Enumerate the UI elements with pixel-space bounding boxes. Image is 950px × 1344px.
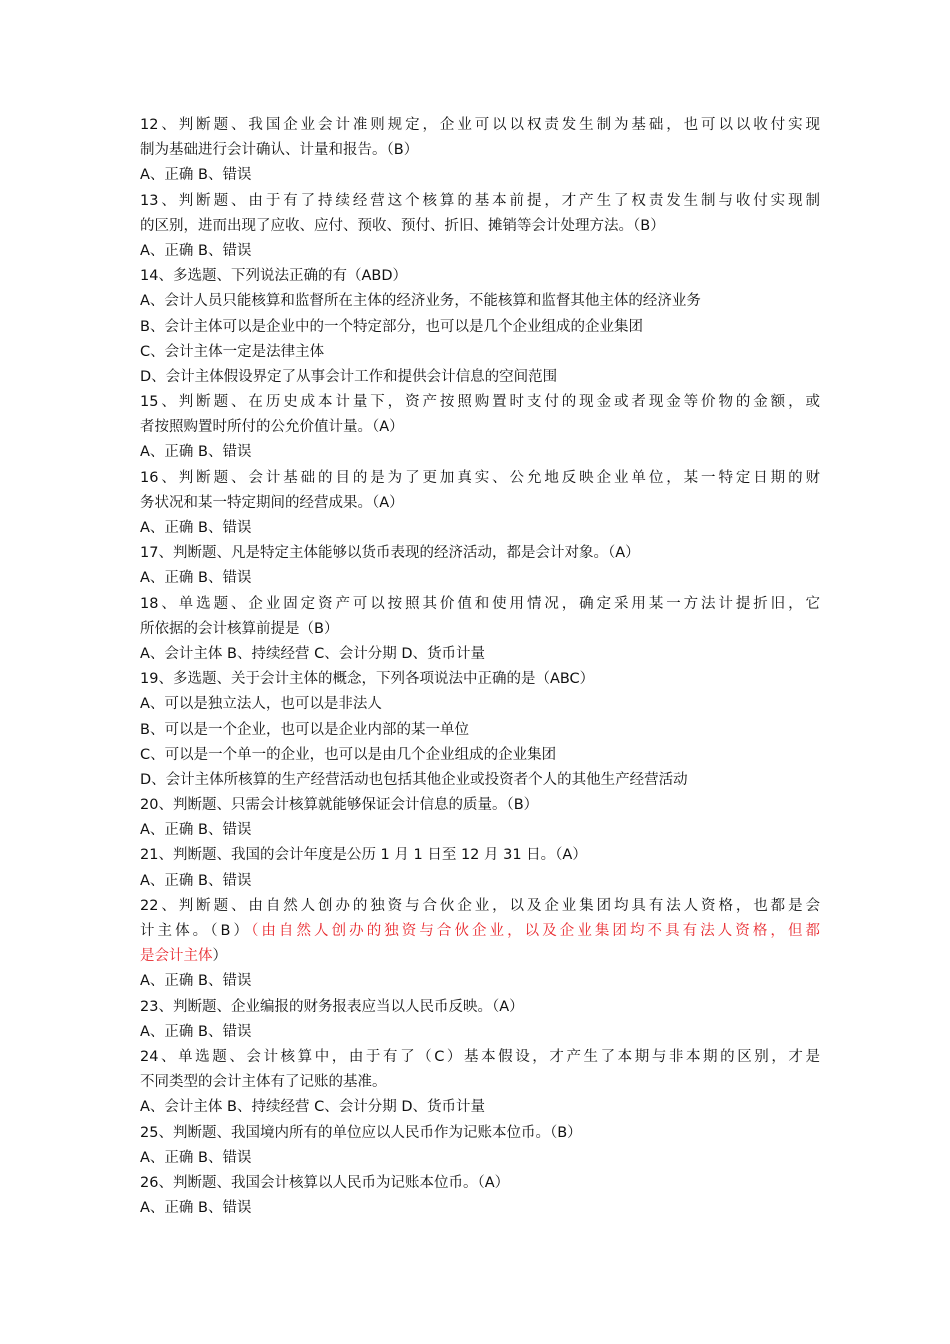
text-line xyxy=(140,995,820,1020)
line-text: A、正确 B、错误 xyxy=(140,1149,252,1166)
text-line xyxy=(140,491,820,516)
text-line xyxy=(140,566,820,591)
line-text: B、可以是一个企业，也可以是企业内部的某一单位 xyxy=(140,721,469,738)
line-text: D、会计主体假设界定了从事会计工作和提供会计信息的空间范围 xyxy=(140,368,558,385)
text-line xyxy=(140,516,820,541)
text-line xyxy=(140,390,820,415)
text-line xyxy=(140,340,820,365)
line-text: A、会计主体 B、持续经营 C、会计分期 D、货币计量 xyxy=(140,1099,485,1116)
text-line xyxy=(140,1171,820,1196)
line-text: A、正确 B、错误 xyxy=(140,1023,252,1040)
line-text: 者按照购置时所付的公允价值计量。（A） xyxy=(140,419,404,436)
text-line xyxy=(140,239,820,264)
line-text: A、正确 B、错误 xyxy=(140,570,252,587)
annotation-text: 是会计主体 xyxy=(140,948,213,965)
text-line xyxy=(140,466,820,491)
text-line xyxy=(140,642,820,667)
text-line xyxy=(140,1146,820,1171)
line-text: 24、单选题、会计核算中，由于有了（C）基本假设，才产生了本期与非本期的区别，才是 xyxy=(140,1048,820,1065)
line-text: 16、判断题、会计基础的目的是为了更加真实、公允地反映企业单位，某一特定日期的财 xyxy=(140,469,820,486)
line-text: C、可以是一个单一的企业，也可以是由几个企业组成的企业集团 xyxy=(140,746,557,763)
line-text: 18、单选题、企业固定资产可以按照其价值和使用情况，确定采用某一方法计提折旧，它 xyxy=(140,595,820,612)
text-line xyxy=(140,944,820,969)
line-text: 26、判断题、我国会计核算以人民币为记账本位币。（A） xyxy=(140,1174,510,1191)
line-text: B、会计主体可以是企业中的一个特定部分，也可以是几个企业组成的企业集团 xyxy=(140,318,643,335)
line-text: 19、多选题、关于会计主体的概念，下列各项说法中正确的是（ABC） xyxy=(140,671,595,688)
text-line xyxy=(140,113,820,138)
text-line xyxy=(140,365,820,390)
text-line xyxy=(140,415,820,440)
text-line xyxy=(140,843,820,868)
line-text: A、正确 B、错误 xyxy=(140,167,252,184)
line-text: 22、判断题、由自然人创办的独资与合伙企业，以及企业集团均具有法人资格，也都是会 xyxy=(140,897,820,914)
text-line xyxy=(140,692,820,717)
annotation-text: （由自然人创办的独资与合伙企业，以及企业集团均不具有法人资格，但都 xyxy=(251,923,820,939)
line-text: 12、判断题、我国企业会计准则规定，企业可以以权责发生制为基础，也可以以收付实现 xyxy=(140,117,820,133)
text-line xyxy=(140,793,820,818)
text-line xyxy=(140,592,820,617)
text-line xyxy=(140,289,820,314)
text-line xyxy=(140,214,820,239)
text-line xyxy=(140,768,820,793)
text-line xyxy=(140,667,820,692)
line-text: 务状况和某一特定期间的经营成果。（A） xyxy=(140,494,404,511)
text-line xyxy=(140,163,820,188)
line-text: A、正确 B、错误 xyxy=(140,1200,252,1217)
line-text: 15、判断题、在历史成本计量下，资产按照购置时支付的现金或者现金等价物的金额，或 xyxy=(140,394,820,411)
line-text: A、正确 B、错误 xyxy=(140,973,252,990)
line-text: 23、判断题、企业编报的财务报表应当以人民币反映。（A） xyxy=(140,998,524,1015)
text-line xyxy=(140,1196,820,1221)
text-line xyxy=(140,1070,820,1095)
line-text: 21、判断题、我国的会计年度是公历 1 月 1 日至 12 月 31 日。（A） xyxy=(140,847,587,864)
line-text: 25、判断题、我国境内所有的单位应以人民币作为记账本位币。（B） xyxy=(140,1124,582,1141)
text-line xyxy=(140,189,820,214)
text-line xyxy=(140,315,820,340)
line-text: 17、判断题、凡是特定主体能够以货币表现的经济活动，都是会计对象。（A） xyxy=(140,545,640,562)
line-text: 14、多选题、下列说法正确的有（ABD） xyxy=(140,268,407,285)
line-text: A、会计主体 B、持续经营 C、会计分期 D、货币计量 xyxy=(140,645,485,662)
text-line xyxy=(140,1020,820,1045)
line-tail-text: ） xyxy=(212,948,227,965)
text-line xyxy=(140,1095,820,1120)
text-line xyxy=(140,264,820,289)
text-line xyxy=(140,138,820,163)
text-line xyxy=(140,894,820,919)
line-text: D、会计主体所核算的生产经营活动也包括其他企业或投资者个人的其他生产经营活动 xyxy=(140,771,688,788)
text-line xyxy=(140,869,820,894)
text-line xyxy=(140,541,820,566)
text-line xyxy=(140,1121,820,1146)
document-body xyxy=(140,113,820,1221)
line-text: A、正确 B、错误 xyxy=(140,822,252,839)
line-text: A、正确 B、错误 xyxy=(140,444,252,461)
text-line xyxy=(140,743,820,768)
line-text: 不同类型的会计主体有了记账的基准。 xyxy=(140,1074,387,1091)
line-text: 的区别，进而出现了应收、应付、预收、预付、折旧、摊销等会计处理方法。（B） xyxy=(140,217,665,234)
line-text: A、正确 B、错误 xyxy=(140,520,252,536)
line-text: A、会计人员只能核算和监督所在主体的经济业务，不能核算和监督其他主体的经济业务 xyxy=(140,293,701,310)
line-text: 13、判断题、由于有了持续经营这个核算的基本前提，才产生了权责发生制与收付实现制 xyxy=(140,192,820,209)
line-text: 计主体。（B） xyxy=(140,923,252,939)
text-line xyxy=(140,969,820,994)
line-text: C、会计主体一定是法律主体 xyxy=(140,343,325,360)
text-line xyxy=(140,1045,820,1070)
text-line xyxy=(140,617,820,642)
line-text: 20、判断题、只需会计核算就能够保证会计信息的质量。（B） xyxy=(140,797,539,814)
line-text: A、正确 B、错误 xyxy=(140,872,252,889)
line-text: A、正确 B、错误 xyxy=(140,242,252,259)
text-line xyxy=(140,919,820,944)
text-line xyxy=(140,718,820,743)
text-line xyxy=(140,818,820,843)
line-text: 所依据的会计核算前提是（B） xyxy=(140,620,339,637)
line-text: A、可以是独立法人，也可以是非法人 xyxy=(140,696,382,713)
line-text: 制为基础进行会计确认、计量和报告。（B） xyxy=(140,142,419,159)
text-line xyxy=(140,440,820,465)
